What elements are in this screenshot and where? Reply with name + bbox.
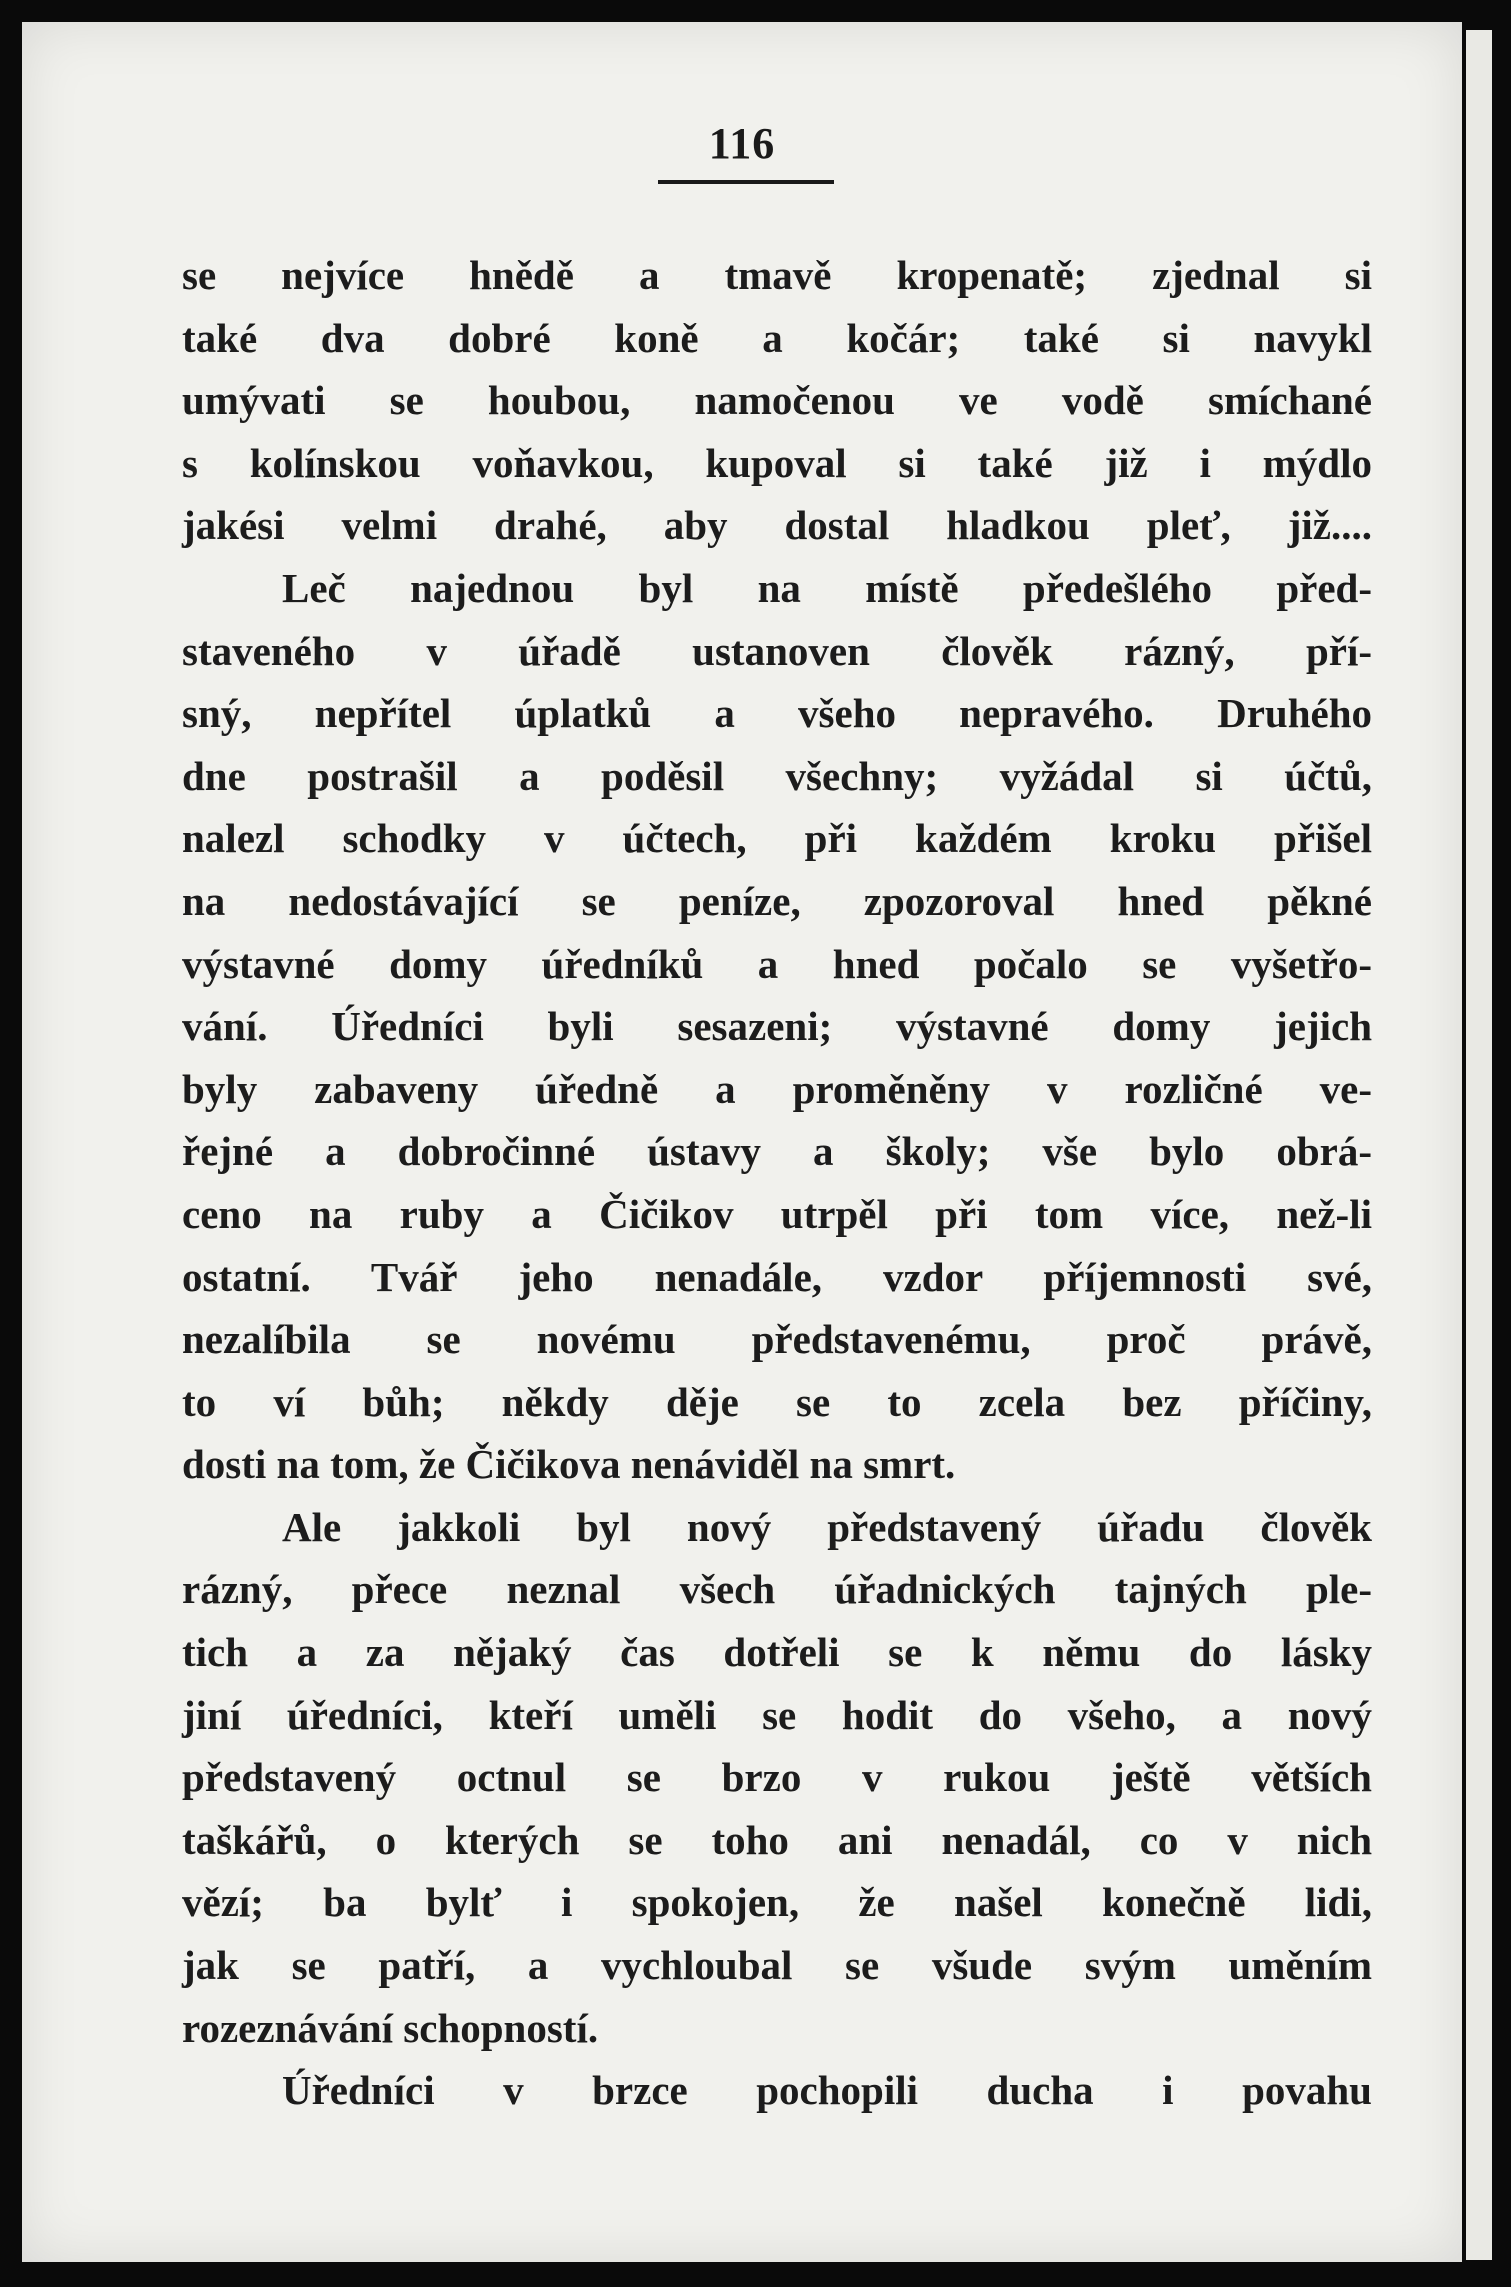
text-line: staveného v úřadě ustanoven člověk rázný, pří- [182,627,1372,674]
text-line: výstavné domy úředníků a hned počalo se vyšetřo- [182,940,1372,987]
page-number: 116 [708,119,776,168]
text-line: jakési velmi drahé, aby dostal hladkou pleť, již.... [182,502,1372,549]
text-line: taškářů, o kterých se toho ani nenadál, co v nich [182,1816,1372,1863]
text-line: se nejvíce hnědě a tmavě kropenatě; zjednal si [182,252,1372,298]
paragraph-first-line: Leč najednou byl na místě předešlého před- [282,564,1372,611]
text-line: byly zabaveny úředně a proměněny v rozličné ve- [182,1065,1372,1112]
text-line: řejné a dobročinné ústavy a školy; vše bylo obrá- [182,1128,1372,1175]
text-line: rázný, přece neznal všech úřadnických tajných ple- [182,1566,1372,1613]
text-line: sný, nepřítel úplatků a všeho nepravého. Druhého [182,690,1372,737]
text-line: umývati se houbou, namočenou ve vodě smíchané [182,377,1372,424]
page-number-rule [658,180,834,184]
text-line: představený octnul se brzo v rukou ještě větších [182,1754,1372,1801]
text-line: nezalíbila se novému představenému, proč právě, [182,1316,1372,1363]
adjacent-page-edge [1466,30,1492,2260]
text-line: jiní úředníci, kteří uměli se hodit do všeho, a nový [182,1691,1372,1738]
text-line: tich a za nějaký čas dotřeli se k němu do lásky [182,1629,1372,1676]
text-line: vání. Úředníci byli sesazeni; výstavné domy jejich [182,1003,1372,1050]
paragraph-first-line: Úředníci v brzce pochopili ducha i povahu [282,2067,1372,2114]
text-line: ceno na ruby a Čičikov utrpěl při tom více, než-li [182,1190,1372,1237]
paragraph-last-line: dosti na tom, že Čičikova nenáviděl na smrt. [182,1441,956,1488]
text-line: na nedostávající se peníze, zpozoroval hned pěkné [182,877,1372,924]
book-page [22,22,1462,2262]
body-text [182,244,1372,2122]
paragraph-last-line: rozeznávání schopností. [182,2004,599,2051]
text-line: vězí; ba bylť i spokojen, že našel konečně lidi, [182,1879,1372,1926]
text-line: ostatní. Tvář jeho nenadále, vzdor příjemnosti své, [182,1253,1372,1300]
text-line: dne postrašil a poděsil všechny; vyžádal si účtů, [182,752,1372,799]
text-line: s kolínskou voňavkou, kupoval si také již i mýdlo [182,439,1372,486]
text-line: jak se patří, a vychloubal se všude svým uměním [182,1942,1372,1989]
paragraph-first-line: Ale jakkoli byl nový představený úřadu člověk [282,1503,1372,1550]
text-line: nalezl schodky v účtech, při každém kroku přišel [182,815,1372,862]
text-line: to ví bůh; někdy děje se to zcela bez příčiny, [182,1378,1372,1425]
text-line: také dva dobré koně a kočár; také si navykl [182,314,1372,361]
